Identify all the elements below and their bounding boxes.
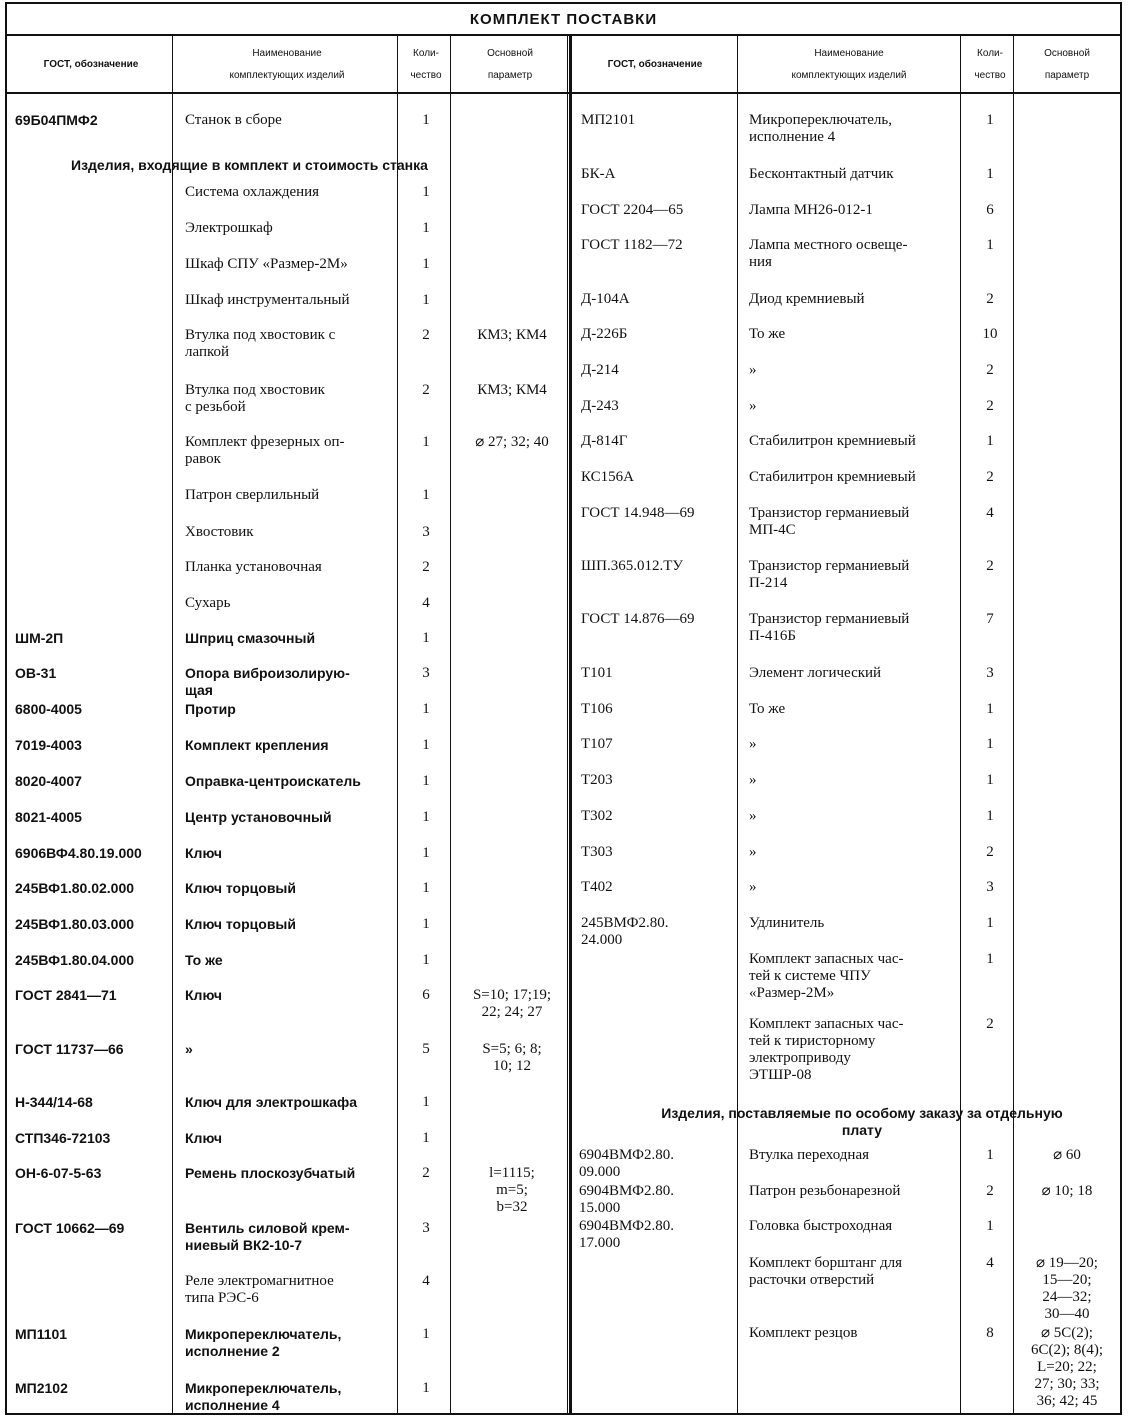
item-name: » (749, 844, 757, 860)
item-name: Микропереключатель, исполнение 4 (185, 1380, 342, 1413)
base-parameter: КМ3; КМ4 (477, 327, 547, 343)
item-quantity: 2 (422, 559, 430, 575)
item-quantity: 2 (986, 398, 994, 414)
item-quantity: 1 (986, 951, 994, 967)
item-name: Комплект запасных час- тей к тиристорному электроприводу ЭТШР-08 (749, 1016, 904, 1083)
gost-code: МП1101 (15, 1326, 68, 1342)
item-quantity: 1 (422, 845, 430, 861)
item-name: Транзистор германиевый МП-4С (749, 505, 910, 538)
item-name: Микропереключатель, исполнение 4 (749, 112, 893, 145)
item-quantity: 2 (986, 558, 994, 574)
item-name: Реле электромагнитное типа РЭС-6 (185, 1273, 334, 1306)
item-name: Ключ (185, 987, 222, 1003)
column-header (965, 40, 1015, 88)
column-header (11, 40, 171, 88)
gost-code: 245ВФ1.80.04.000 (15, 952, 135, 968)
header-line: комплектующих изделий (229, 69, 345, 81)
item-name: То же (749, 701, 786, 717)
item-quantity: 1 (422, 880, 430, 896)
item-name: Патрон резьбонарезной (749, 1183, 901, 1199)
gost-code: Д-104А (581, 291, 630, 307)
item-quantity: 1 (422, 256, 430, 272)
gost-code: КС156А (581, 469, 634, 485)
item-name: Транзистор германиевый П-416Б (749, 611, 910, 644)
item-name: » (185, 1041, 193, 1057)
header-line: ГОСТ, обозначение (43, 58, 139, 70)
gost-code: ГОСТ 2841—71 (15, 987, 117, 1003)
item-name: Ключ торцовый (185, 880, 296, 896)
item-quantity: 4 (986, 1255, 994, 1271)
gost-code: СТП346-72103 (15, 1130, 111, 1146)
item-name: Вентиль силовой крем- ниевый ВК2-10-7 (185, 1220, 350, 1253)
item-name: Комплект борштанг для расточки отверстий (749, 1255, 903, 1288)
gost-code: МП2102 (15, 1380, 68, 1396)
item-quantity: 1 (422, 434, 430, 450)
gost-code: МП2101 (581, 112, 636, 128)
item-name: Оправка-центроискатель (185, 773, 361, 789)
gost-code: БК-А (581, 166, 616, 182)
item-name: Стабилитрон кремниевый (749, 469, 916, 485)
gost-code: 7019-4003 (15, 737, 82, 753)
item-quantity: 3 (422, 1220, 430, 1236)
item-quantity: 7 (986, 611, 994, 627)
gost-code: ГОСТ 14.876—69 (581, 611, 695, 627)
item-quantity: 2 (986, 469, 994, 485)
item-name: Элемент логический (749, 665, 882, 681)
item-name: Микропереключатель, исполнение 2 (185, 1326, 342, 1359)
header-line: комплектующих изделий (791, 69, 907, 81)
gost-code: Т203 (581, 772, 613, 788)
item-name: Патрон сверлильный (185, 487, 320, 503)
item-quantity: 1 (986, 1218, 994, 1234)
item-quantity: 1 (422, 292, 430, 308)
item-name: Протир (185, 701, 236, 717)
item-quantity: 6 (986, 202, 994, 218)
base-parameter: S=5; 6; 8; 10; 12 (482, 1041, 542, 1074)
item-quantity: 1 (986, 433, 994, 449)
item-quantity: 2 (422, 1165, 430, 1181)
gost-code: 8020-4007 (15, 773, 82, 789)
item-name: Транзистор германиевый П-214 (749, 558, 910, 591)
item-quantity: 1 (986, 772, 994, 788)
gost-code: 69Б04ПМФ2 (15, 112, 98, 128)
item-name: Центр установочный (185, 809, 332, 825)
item-quantity: 1 (422, 1380, 430, 1396)
half-divider (569, 34, 572, 1415)
gost-code: Н-344/14-68 (15, 1094, 93, 1110)
header-divider (7, 92, 1120, 94)
gost-code: Д-226Б (581, 326, 628, 342)
item-name: » (749, 879, 757, 895)
gost-code: Т106 (581, 701, 613, 717)
item-name: » (749, 808, 757, 824)
base-parameter: ⌀ 5С(2); 6С(2); 8(4); L=20; 22; 27; 30; 33; 36; 42; 45 (1030, 1325, 1104, 1409)
item-name: Сухарь (185, 595, 231, 611)
item-quantity: 3 (986, 879, 994, 895)
item-name: Лампа местного освеще- ния (749, 237, 908, 270)
base-parameter: КМ3; КМ4 (477, 382, 547, 398)
gost-code: ГОСТ 1182—72 (581, 237, 683, 253)
gost-code: 6800-4005 (15, 701, 82, 717)
header-line: Основной (487, 47, 533, 59)
item-quantity: 8 (986, 1325, 994, 1341)
item-name: Комплект резцов (749, 1325, 858, 1341)
column-divider (450, 34, 451, 1415)
gost-code: Т107 (581, 736, 613, 752)
table-title: КОМПЛЕКТ ПОСТАВКИ (7, 6, 1120, 36)
base-parameter: ⌀ 19—20; 15—20; 24—32; 30—40 (1036, 1255, 1098, 1322)
item-quantity: 3 (422, 665, 430, 681)
header-line: Наименование (252, 47, 322, 59)
item-quantity: 1 (986, 112, 994, 128)
gost-code: ШП.365.012.ТУ (581, 558, 683, 574)
item-quantity: 1 (986, 915, 994, 931)
base-parameter: ⌀ 10; 18 (1041, 1183, 1093, 1199)
base-parameter: l=1115; m=5; b=32 (489, 1165, 535, 1215)
column-divider (397, 34, 398, 1415)
item-name: Шкаф инструментальный (185, 292, 350, 308)
column-header (452, 40, 568, 88)
gost-code: 8021-4005 (15, 809, 82, 825)
item-name: » (749, 398, 757, 414)
item-name: Ключ для электрошкафа (185, 1094, 358, 1110)
item-quantity: 1 (422, 737, 430, 753)
gost-code: 6904ВМФ2.80. 09.000 (579, 1147, 674, 1180)
item-name: Планка установочная (185, 559, 322, 575)
item-name: » (749, 362, 757, 378)
base-parameter: ⌀ 27; 32; 40 (475, 434, 549, 450)
gost-code: ГОСТ 14.948—69 (581, 505, 695, 521)
item-quantity: 1 (422, 952, 430, 968)
header-line: ГОСТ, обозначение (607, 58, 703, 70)
item-name: Лампа МН26-012-1 (749, 202, 873, 218)
item-quantity: 1 (422, 809, 430, 825)
item-name: Станок в сборе (185, 112, 282, 128)
item-name: То же (749, 326, 786, 342)
item-quantity: 2 (986, 1016, 994, 1032)
gost-code: 6906ВФ4.80.19.000 (15, 845, 142, 861)
item-quantity: 1 (422, 701, 430, 717)
gost-code: ГОСТ 2204—65 (581, 202, 684, 218)
item-name: Диод кремниевый (749, 291, 865, 307)
item-name: Хвостовик (185, 524, 254, 540)
column-divider (567, 34, 568, 1415)
item-quantity: 1 (422, 112, 430, 128)
gost-code: 6904ВМФ2.80. 17.000 (579, 1218, 674, 1251)
gost-code: ШМ-2П (15, 630, 64, 646)
item-name: Втулка под хвостовик с резьбой (185, 382, 325, 415)
gost-code: ОН-6-07-5-63 (15, 1165, 102, 1181)
item-quantity: 1 (422, 1130, 430, 1146)
section-heading: Изделия, поставляемые по особому заказу за отдельную плату (661, 1105, 1063, 1138)
item-quantity: 3 (986, 665, 994, 681)
base-parameter: S=10; 17;19; 22; 24; 27 (472, 987, 552, 1020)
item-quantity: 2 (986, 291, 994, 307)
item-name: Ремень плоскозубчатый (185, 1165, 356, 1181)
item-name: Комплект запасных час- тей к системе ЧПУ «Размер-2М» (749, 951, 904, 1001)
item-name: » (749, 736, 757, 752)
item-name: Ключ торцовый (185, 916, 296, 932)
gost-code: 245ВМФ2.80. 24.000 (581, 915, 669, 948)
item-quantity: 1 (986, 701, 994, 717)
item-name: Опора виброизолирую- щая (185, 665, 350, 698)
item-quantity: 2 (986, 362, 994, 378)
gost-code: Т302 (581, 808, 613, 824)
item-quantity: 1 (422, 630, 430, 646)
gost-code: ОВ-31 (15, 665, 57, 681)
item-quantity: 1 (422, 184, 430, 200)
header-line: чество (974, 69, 1006, 81)
item-quantity: 1 (986, 166, 994, 182)
item-name: Комплект крепления (185, 737, 329, 753)
gost-code: Т101 (581, 665, 613, 681)
column-header (401, 40, 451, 88)
table-frame (5, 2, 1122, 1415)
item-name: Стабилитрон кремниевый (749, 433, 916, 449)
item-quantity: 1 (986, 1147, 994, 1163)
item-name: » (749, 772, 757, 788)
gost-code: Т303 (581, 844, 613, 860)
item-quantity: 2 (986, 844, 994, 860)
header-line: Коли- (413, 47, 439, 59)
section-heading: Изделия, входящие в комплект и стоимость станка (71, 157, 428, 173)
item-name: Головка быстроходная (749, 1218, 893, 1234)
item-name: Удлинитель (749, 915, 825, 931)
gost-code: Д-814Г (581, 433, 628, 449)
item-quantity: 10 (982, 326, 998, 342)
item-quantity: 1 (422, 220, 430, 236)
header-line: Основной (1044, 47, 1090, 59)
item-quantity: 1 (986, 736, 994, 752)
base-parameter: ⌀ 60 (1053, 1147, 1081, 1163)
header-line: Наименование (814, 47, 884, 59)
item-name: Комплект фрезерных оп- равок (185, 434, 345, 467)
header-line: параметр (487, 69, 533, 81)
item-quantity: 2 (422, 327, 430, 343)
item-name: Ключ (185, 1130, 222, 1146)
gost-code: 245ВФ1.80.02.000 (15, 880, 135, 896)
item-quantity: 1 (422, 1326, 430, 1342)
header-line: чество (410, 69, 442, 81)
column-header (575, 40, 735, 88)
item-quantity: 3 (422, 524, 430, 540)
item-quantity: 2 (422, 382, 430, 398)
header-line: Коли- (977, 47, 1003, 59)
header-line: параметр (1044, 69, 1090, 81)
item-quantity: 4 (422, 595, 430, 611)
item-quantity: 1 (422, 773, 430, 789)
item-name: Система охлаждения (185, 184, 320, 200)
column-divider (172, 34, 173, 1415)
column-header (741, 40, 957, 88)
gost-code: ГОСТ 10662—69 (15, 1220, 125, 1236)
column-header (1017, 40, 1117, 88)
gost-code: 6904ВМФ2.80. 15.000 (579, 1183, 674, 1216)
item-quantity: 4 (422, 1273, 430, 1289)
item-quantity: 1 (422, 916, 430, 932)
item-quantity: 1 (986, 808, 994, 824)
item-name: Бесконтактный датчик (749, 166, 894, 182)
item-name: Шприц смазочный (185, 630, 316, 646)
item-name: То же (185, 952, 223, 968)
item-quantity: 5 (422, 1041, 430, 1057)
item-quantity: 1 (422, 487, 430, 503)
gost-code: Т402 (581, 879, 613, 895)
gost-code: ГОСТ 11737—66 (15, 1041, 124, 1057)
gost-code: Д-214 (581, 362, 619, 378)
item-quantity: 1 (986, 237, 994, 253)
item-name: Электрошкаф (185, 220, 273, 236)
item-quantity: 4 (986, 505, 994, 521)
column-header (177, 40, 397, 88)
item-quantity: 2 (986, 1183, 994, 1199)
item-quantity: 1 (422, 1094, 430, 1110)
item-name: Втулка переходная (749, 1147, 870, 1163)
gost-code: Д-243 (581, 398, 619, 414)
gost-code: 245ВФ1.80.03.000 (15, 916, 135, 932)
item-name: Шкаф СПУ «Размер-2М» (185, 256, 348, 272)
item-name: Ключ (185, 845, 222, 861)
item-name: Втулка под хвостовик с лапкой (185, 327, 336, 360)
item-quantity: 6 (422, 987, 430, 1003)
